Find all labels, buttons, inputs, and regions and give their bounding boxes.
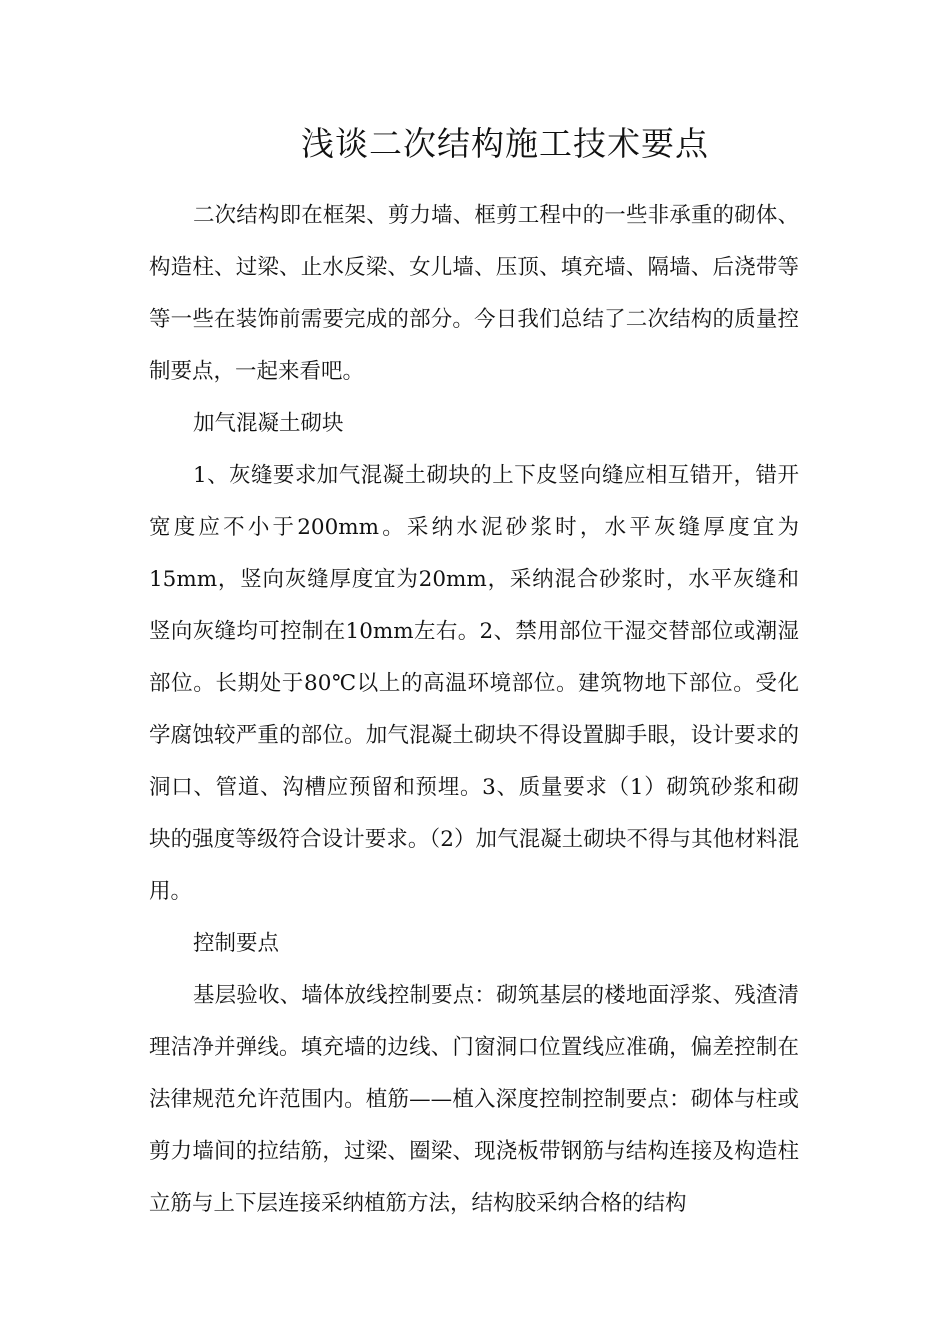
document-body — [149, 190, 799, 1230]
section-heading-control-points: 控制要点 — [193, 931, 280, 956]
paragraph-intro: 二次结构即在框架、剪力墙、框剪工程中的一些非承重的砌体、构造柱、过梁、止水反梁、女儿墙、压顶、填充墙、隔墙、后浇带等等一些在装饰前需要完成的部分。今日我们总结了二次结构的质量控制要点，一起来看吧。 — [149, 203, 799, 384]
section-heading-aerated-concrete-block: 加气混凝土砌块 — [193, 411, 344, 436]
document-title: 浅谈二次结构施工技术要点 — [301, 124, 709, 163]
paragraph-block-requirements: 1、灰缝要求加气混凝土砌块的上下皮竖向缝应相互错开，错开宽度应不小于200mm。采纳水泥砂浆时，水平灰缝厚度宜为15mm，竖向灰缝厚度宜为20mm，采纳混合砂浆时，水平灰缝和竖向灰缝均可控制在10mm左右。2、禁用部位干湿交替部位或潮湿部位。长期处于80℃以上的高温环境部位。建筑物地下部位。受化学腐蚀较严重的部位。加气混凝土砌块不得设置脚手眼，设计要求的洞口、管道、沟槽应预留和预埋。3、质量要求（1）砌筑砂浆和砌块的强度等级符合设计要求。（2）加气混凝土砌块不得与其他材料混用。 — [149, 463, 799, 904]
paragraph-control-points: 基层验收、墙体放线控制要点：砌筑基层的楼地面浮浆、残渣清理洁净并弹线。填充墙的边线、门窗洞口位置线应准确，偏差控制在法律规范允许范围内。植筋——植入深度控制控制要点：砌体与柱或剪力墙间的拉结筋，过梁、圈梁、现浇板带钢筋与结构连接及构造柱立筋与上下层连接采纳植筋方法，结构胶采纳合格的结构 — [149, 983, 799, 1216]
